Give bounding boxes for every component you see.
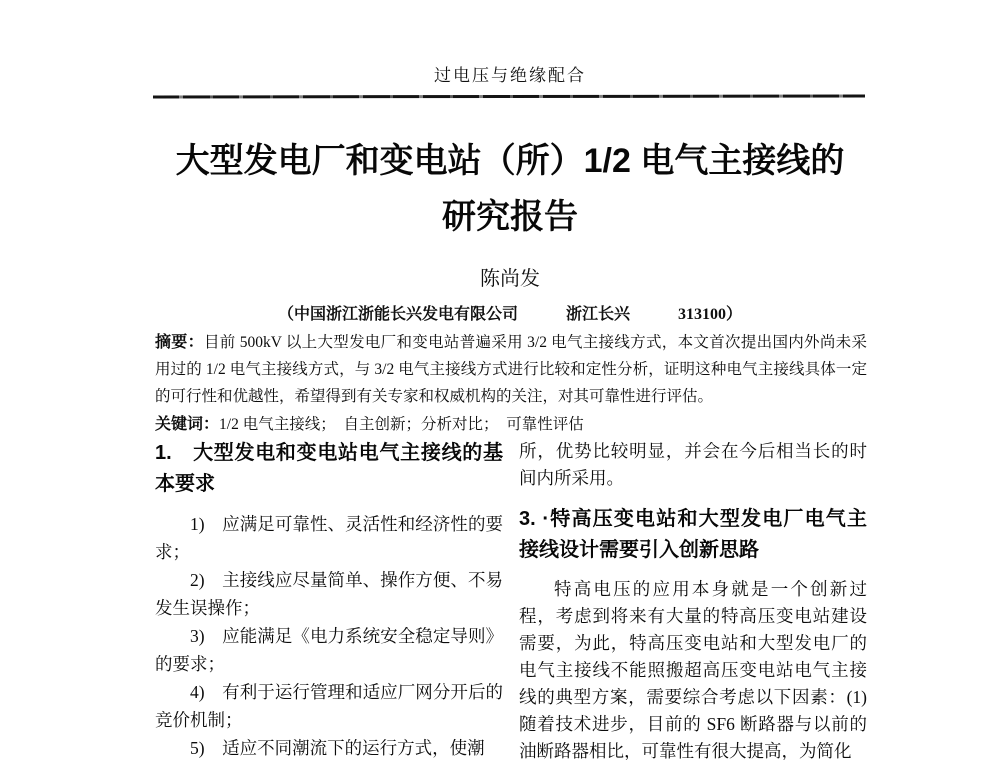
header-rule <box>153 95 865 99</box>
abstract-text: 目前 500kV 以上大型发电厂和变电站普遍采用 3/2 电气主接线方式，本文首次提出国内外尚未采用过的 1/2 电气主接线方式，与 3/2 电气主接线方式进行比较和定性分析，证明这种电气主接线具体一定的可行性和优越性，希望得到有关专家和权威机构的关注，对其可靠性进行评估。 <box>155 334 867 405</box>
continued-paragraph: 所，优势比较明显，并会在今后相当长的时间内所采用。 <box>519 441 867 488</box>
keywords-line <box>155 411 867 438</box>
two-column-body <box>155 438 867 760</box>
right-column <box>519 438 867 760</box>
section-3-paragraph: 特高电压的应用本身就是一个创新过程，考虑到将来有大量的特高压变电站建设需要，为此，特高压变电站和大型发电厂的电气主接线不能照搬超高压变电站电气主接线的典型方案，需要综合考虑以下因素：(1)随着技术进步，目前的 SF6 断路器与以前的油断路器相比，可靠性有很大提高，为简化 <box>519 579 867 760</box>
requirement-item-2: 2) 主接线应尽量简单、操作方便、不易发生误操作； <box>155 570 503 618</box>
keywords-label: 关键词： <box>155 416 220 433</box>
author-name: 陈尚发 <box>480 268 540 290</box>
paper-title <box>130 133 890 245</box>
requirement-item-3: 3) 应能满足《电力系统安全稳定导则》的要求； <box>155 626 503 674</box>
abstract-label: 摘要： <box>155 334 204 351</box>
requirement-item-4: 4) 有利于运行管理和适应厂网分开后的竞价机制； <box>155 682 503 730</box>
requirement-item-1: 1) 应满足可靠性、灵活性和经济性的要求； <box>155 514 503 562</box>
section-1-heading: 1. 大型发电和变电站电气主接线的基本要求 <box>155 442 503 495</box>
author-affiliation: （中国浙江浙能长兴发电有限公司 浙江长兴 313100） <box>277 306 742 323</box>
left-column <box>155 438 503 760</box>
abstract-paragraph <box>155 329 867 410</box>
keywords-text: 1/2 电气主接线； 自主创新；分析对比； 可靠性评估 <box>219 416 584 433</box>
requirement-item-5: 5) 适应不同潮流下的运行方式，使潮 <box>190 738 485 758</box>
paper-title-line1: 大型发电厂和变电站（所）1/2 电气主接线的 <box>175 142 845 180</box>
abstract-block <box>155 329 867 438</box>
running-header: 过电压与绝缘配合 <box>434 66 586 85</box>
paper-title-line2: 研究报告 <box>442 198 578 236</box>
section-3-heading: 3. ·特高压变电站和大型发电厂电气主接线设计需要引入创新思路 <box>519 508 867 561</box>
